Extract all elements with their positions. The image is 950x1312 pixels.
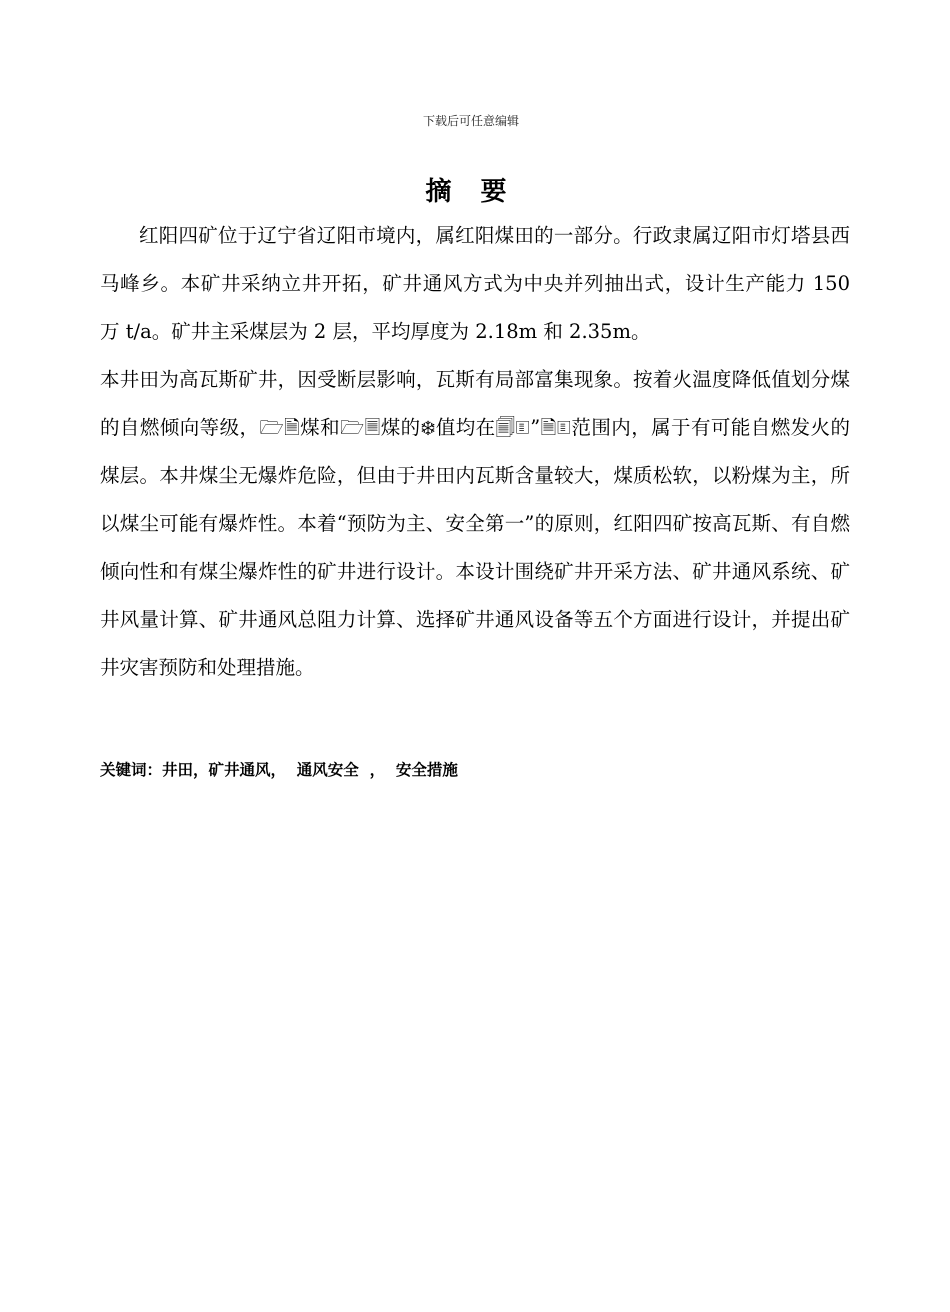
abstract-paragraph-1: 红阳四矿位于辽宁省辽阳市境内，属红阳煤田的一部分。行政隶属辽阳市灯塔县西马峰乡。本矿井采纳立井开拓，矿井通风方式为中央并列抽出式，设计生产能力 150 万 t/a。矿井主采煤层为 2 层，平均厚度为 2.18m 和 2.35m。 bbox=[100, 224, 850, 343]
abstract-body bbox=[100, 212, 850, 692]
abstract-paragraph-2: 本井田为高瓦斯矿井，因受断层影响，瓦斯有局部富集现象。按着火温度降低值划分煤的自燃倾向等级，🗁🗎煤和🗁🗏煤的❄值均在🗐🗉”🗎🗉范围内，属于有可能自燃发火的煤层。本井煤尘无爆炸危险，但由于井田内瓦斯含量较大，煤质松软，以粉煤为主，所以煤尘可能有爆炸性。本着“预防为主、安全第一”的原则，红阳四矿按高瓦斯、有自燃倾向性和有煤尘爆炸性的矿井进行设计。本设计围绕矿井开采方法、矿井通风系统、矿井风量计算、矿井通风总阻力计算、选择矿井通风设备等五个方面进行设计，并提出矿井灾害预防和处理措施。 bbox=[100, 368, 850, 679]
header-note: 下载后可任意编辑 bbox=[422, 114, 519, 128]
keywords-line: 关键词：井田，矿井通风， 通风安全 ， 安全措施 bbox=[100, 761, 458, 779]
abstract-title: 摘 要 bbox=[425, 177, 517, 207]
